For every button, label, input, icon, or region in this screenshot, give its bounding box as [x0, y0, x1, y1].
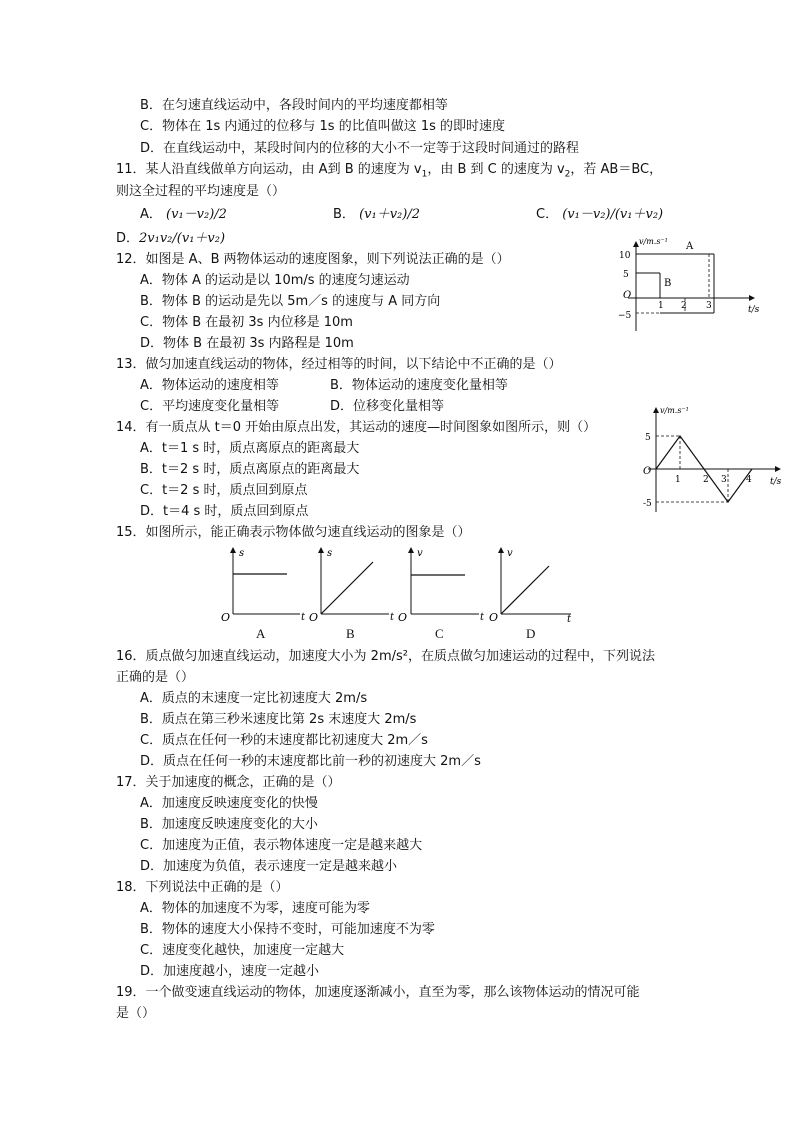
- q12-label-b: B: [664, 278, 672, 289]
- q15-graph-c-origin: O: [398, 611, 408, 622]
- q15-graph-d: [489, 548, 572, 622]
- q12-tick-x2: 2: [681, 301, 687, 311]
- q15-graph-d-xlabel: t: [567, 614, 572, 622]
- q12-option-a: A．物体 A 的运动是以 10m/s 的速度匀速运动: [140, 273, 410, 288]
- q15-graph-c-ylabel: v: [417, 548, 423, 559]
- q14-option-c: C．t＝2 s 时，质点回到原点: [140, 483, 308, 498]
- q12-option-d: D．物体 B 在最初 3s 内路程是 10m: [140, 336, 354, 351]
- q17-option-d: D．加速度为负值，表示速度一定是越来越小: [140, 859, 398, 874]
- q15-graph-a-origin: O: [221, 611, 231, 622]
- q12-y-label: v/m.s⁻¹: [639, 237, 668, 246]
- q12-label-a: A: [686, 241, 694, 252]
- q15-graphs: [215, 542, 585, 622]
- q18-option-b: B．物体的速度大小保持不变时，可能加速度不为零: [140, 922, 435, 937]
- q12-stem: 12．如图是 A、B 两物体运动的速度图象，则下列说法正确的是（）: [116, 252, 510, 267]
- q12-tick-y5: 5: [623, 270, 629, 280]
- q12-tick-x3: 3: [706, 301, 712, 311]
- q15-graph-b-ylabel: s: [327, 548, 333, 559]
- q14-tick-x1: 1: [675, 475, 681, 485]
- q12-tick-y10: 10: [619, 251, 631, 261]
- q10-option-c: C．物体在 1s 内通过的位移与 1s 的比值叫做这 1s 的即时速度: [140, 119, 506, 134]
- q12-tick-yn5: −5: [618, 311, 632, 321]
- q12-velocity-graph: [614, 236, 774, 336]
- q15-graph-a: [221, 548, 306, 622]
- q15-graph-c-xlabel: t: [480, 612, 485, 622]
- q16-option-b: B．质点在第三秒米速度比第 2s 末速度大 2m/s: [140, 712, 417, 727]
- q12-option-c: C．物体 B 在最初 3s 内位移是 10m: [140, 315, 353, 330]
- q10-option-d: D．在直线运动中，某段时间内的位移的大小不一定等于这段时间通过的路程: [140, 141, 580, 156]
- q15-graph-b-origin: O: [309, 611, 319, 622]
- q15-graph-a-xlabel: t: [301, 612, 306, 622]
- q14-y-label: v/m.s⁻¹: [660, 406, 689, 415]
- q11-option-d: D．2v₁v₂/(v₁＋v₂): [116, 231, 226, 246]
- q17-option-a: A．加速度反映速度变化的快慢: [140, 796, 318, 811]
- q17-option-b: B．加速度反映速度变化的大小: [140, 817, 318, 832]
- q14-tick-x3: 3: [721, 475, 727, 485]
- q14-option-d: D．t＝4 s 时，质点回到原点: [140, 504, 309, 519]
- q16-option-a: A．质点的末速度一定比初速度大 2m/s: [140, 691, 368, 706]
- q15-stem: 15．如图所示，能正确表示物体做匀速直线运动的图象是（）: [116, 525, 471, 540]
- q18-stem: 18．下列说法中正确的是（）: [116, 880, 289, 895]
- q19-stem: 19．一个做变速直线运动的物体，加速度逐渐减小，直至为零，那么该物体运动的情况可能: [116, 985, 640, 1000]
- q14-tick-yn5: -5: [643, 499, 652, 509]
- q15-label-c: C: [435, 626, 444, 641]
- q15-graph-d-origin: O: [489, 611, 499, 622]
- q15-graph-a-ylabel: s: [239, 548, 245, 559]
- q12-tick-x1: 1: [658, 301, 664, 311]
- q16-option-d: D．质点在任何一秒的末速度都比前一秒的初速度大 2m／s: [140, 754, 481, 769]
- q14-option-a: A．t＝1 s 时，质点离原点的距离最大: [140, 441, 360, 456]
- q15-label-b: B: [346, 626, 355, 641]
- q12-x-label: t/s: [748, 305, 760, 315]
- q16-option-c: C．质点在任何一秒的末速度都比初速度大 2m／s: [140, 733, 428, 748]
- q10-option-b: B．在匀速直线运动中，各段时间内的平均速度都相等: [140, 98, 448, 113]
- q15-graph-b: [309, 548, 395, 622]
- q17-option-c: C．加速度为正值，表示物体速度一定是越来越大: [140, 838, 423, 853]
- q11-stem-line2: 则这全过程的平均速度是（）: [116, 184, 286, 199]
- q14-tick-y5: 5: [645, 433, 651, 443]
- q18-option-d: D．加速度越小，速度一定越小: [140, 964, 320, 979]
- q13-option-a: A．物体运动的速度相等: [140, 378, 279, 393]
- q13-option-d: D．位移变化量相等: [330, 399, 445, 414]
- q14-x-label: t/s: [770, 477, 782, 487]
- q15-graph-d-ylabel: v: [507, 548, 513, 559]
- q13-stem: 13．做匀加速直线运动的物体，经过相等的时间，以下结论中不正确的是（）: [116, 357, 562, 372]
- q18-option-a: A．物体的加速度不为零，速度可能为零: [140, 901, 370, 916]
- q11-option-c: C． (v₁－v₂)/(v₁＋v₂): [536, 207, 664, 222]
- q12-origin: O: [623, 290, 632, 301]
- q14-stem: 14．有一质点从 t＝0 开始由原点出发，其运动的速度—时间图象如图所示，则（）: [116, 420, 597, 435]
- q11-option-b: B． (v₁＋v₂)/2: [333, 207, 420, 222]
- q13-option-c: C．平均速度变化量相等: [140, 399, 280, 414]
- q19-stem-line2: 是（）: [116, 1006, 156, 1021]
- q18-option-c: C．速度变化越快，加速度一定越大: [140, 943, 345, 958]
- q15-graph-b-xlabel: t: [390, 612, 395, 622]
- q14-origin: O: [643, 466, 652, 477]
- q16-stem-line2: 正确的是（）: [116, 670, 195, 685]
- q12-option-b: B．物体 B 的运动是先以 5m／s 的速度与 A 同方向: [140, 294, 441, 309]
- q15-label-a: A: [256, 626, 266, 641]
- q14-tick-x4: 4: [746, 475, 752, 485]
- q15-label-d: D: [526, 626, 536, 641]
- q15-graph-d-line: [501, 566, 549, 614]
- q11-stem: 11．某人沿直线做单方向运动，由 A到 B 的速度为 $v_1$，由 B 到 C 的速度为 $v_2$，若 AB＝BC，: [116, 162, 663, 180]
- q13-option-b: B．物体运动的速度变化量相等: [330, 378, 508, 393]
- q14-tick-x2: 2: [703, 475, 709, 485]
- q17-stem: 17．关于加速度的概念，正确的是（）: [116, 775, 341, 790]
- q15-graph-b-line: [321, 562, 373, 614]
- q16-stem: 16．质点做匀加速直线运动，加速度大小为 2m/s²，在质点做匀加速运动的过程中，下列说法: [116, 649, 655, 664]
- q14-option-b: B．t＝2 s 时，质点离原点的距离最大: [140, 462, 360, 477]
- q14-velocity-graph: [640, 402, 790, 514]
- q11-option-a: A． (v₁－v₂)/2: [140, 207, 227, 222]
- q15-graph-c: [398, 548, 485, 622]
